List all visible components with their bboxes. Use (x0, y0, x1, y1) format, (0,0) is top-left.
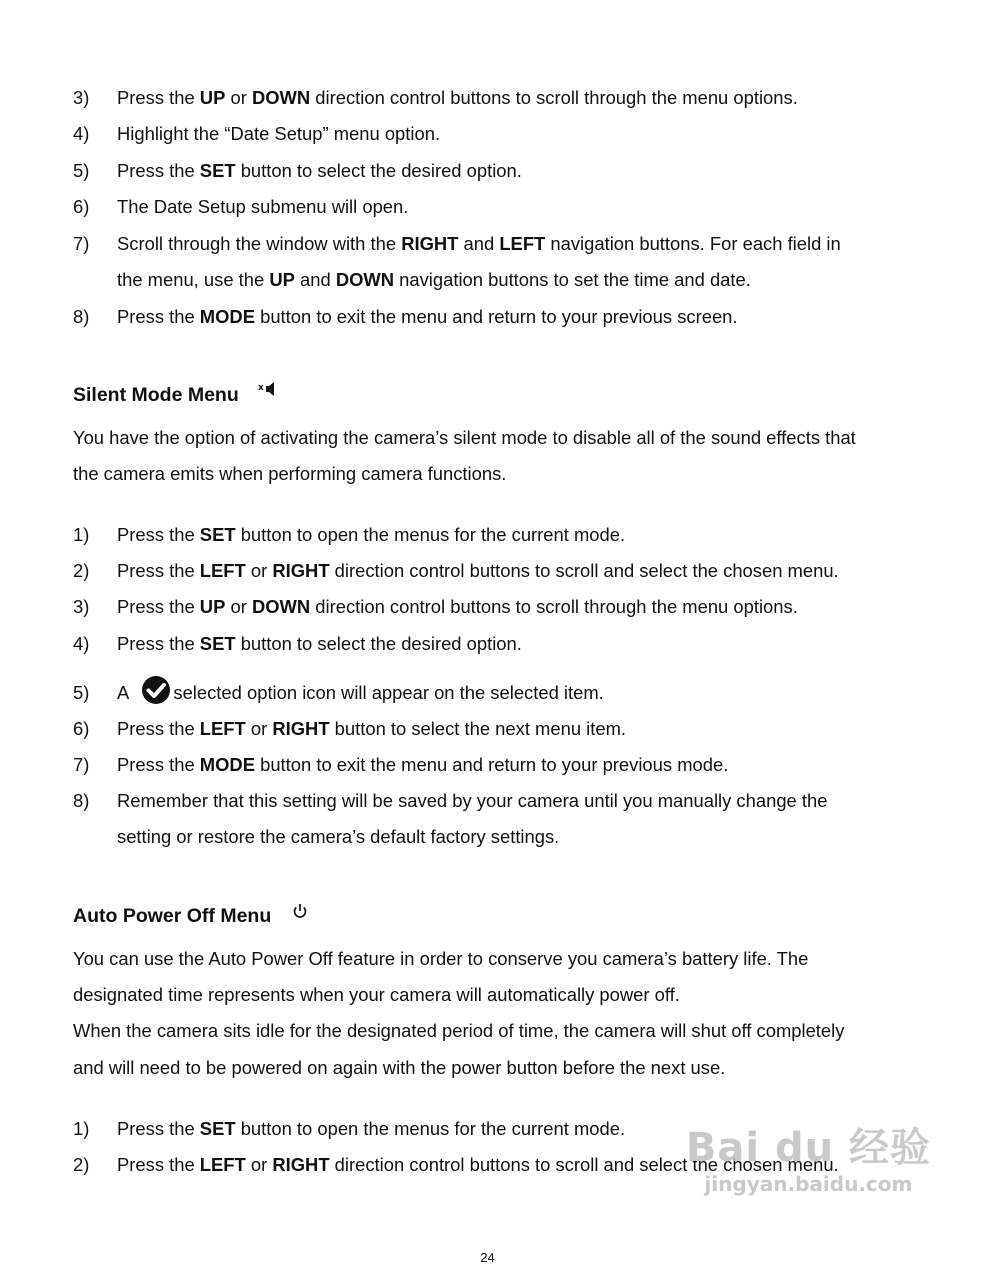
step-text: A selected option icon will appear on the selected item. (117, 675, 604, 711)
silent-intro-line-1: You have the option of activating the camera’s silent mode to disable all of the sound effects that (73, 427, 856, 448)
auto-power-off-heading (73, 898, 309, 934)
step-number: 2) (73, 1154, 90, 1175)
step-text: the menu, use the UP and DOWN navigation buttons to set the time and date. (117, 269, 751, 290)
step-number: 8) (73, 306, 90, 327)
button-name: MODE (199, 306, 255, 327)
step-text: Press the SET button to open the menus for the current mode. (117, 524, 626, 545)
step-number: 1) (73, 1118, 90, 1139)
step-text: Remember that this setting will be saved by your camera until you manually change the (117, 790, 828, 811)
watermark-url: jingyan.baidu.com (704, 1172, 913, 1196)
step-text: Press the MODE button to exit the menu and return to your previous screen. (117, 306, 738, 327)
button-name: LEFT (199, 718, 246, 739)
step-text: setting or restore the camera’s default factory settings. (117, 826, 560, 847)
baidu-watermark (685, 1125, 931, 1196)
button-name: RIGHT (272, 1154, 330, 1175)
step-text: Highlight the “Date Setup” menu option. (117, 123, 441, 144)
silent-mode-heading-text: Silent Mode Menu (73, 384, 239, 406)
svg-text:x: x (258, 383, 264, 393)
button-name: UP (199, 87, 226, 108)
button-name: RIGHT (272, 718, 330, 739)
step-number: 2) (73, 560, 90, 581)
button-name: UP (199, 596, 226, 617)
auto-power-para-2: designated time represents when your camera will automatically power off. (73, 984, 680, 1005)
step-text: Press the MODE button to exit the menu and return to your previous mode. (117, 754, 729, 775)
step-text: Press the LEFT or RIGHT direction control buttons to scroll and select the chosen menu. (117, 1154, 839, 1175)
step-number: 8) (73, 790, 90, 811)
step-text: Press the UP or DOWN direction control buttons to scroll through the menu options. (117, 87, 798, 108)
step-text: Press the UP or DOWN direction control buttons to scroll through the menu options. (117, 596, 798, 617)
silent-intro-line-2: the camera emits when performing camera functions. (73, 463, 507, 484)
step-number: 3) (73, 596, 90, 617)
auto-power-para-3: When the camera sits idle for the designated period of time, the camera will shut off completely (73, 1020, 845, 1041)
button-name: RIGHT (272, 560, 330, 581)
silent-mode-heading (73, 377, 280, 413)
button-name: SET (199, 633, 236, 654)
silent-step-continuation (117, 819, 559, 855)
step-number: 4) (73, 123, 90, 144)
checkmark-circle-icon (141, 675, 171, 705)
step-number: 5) (73, 160, 90, 181)
step-number: 1) (73, 524, 90, 545)
step-number: 7) (73, 754, 90, 775)
button-name: DOWN (251, 596, 311, 617)
step-number: 6) (73, 196, 90, 217)
step-number: 7) (73, 233, 90, 254)
step-text: Press the SET button to select the desired option. (117, 160, 522, 181)
step-number: 6) (73, 718, 90, 739)
button-name: LEFT (199, 560, 246, 581)
page-number: 24 (480, 1250, 495, 1265)
step-number: 4) (73, 633, 90, 654)
button-name: UP (269, 269, 295, 290)
button-name: RIGHT (401, 233, 459, 254)
button-name: SET (199, 1118, 236, 1139)
watermark-logo: Bai du 经验 (685, 1125, 931, 1171)
date-setup-step-continuation (117, 262, 751, 298)
button-name: DOWN (251, 87, 311, 108)
button-name: LEFT (199, 1154, 246, 1175)
button-name: SET (199, 160, 236, 181)
step-text: Press the LEFT or RIGHT button to select the next menu item. (117, 718, 627, 739)
button-name: SET (199, 524, 236, 545)
auto-power-para-4: and will need to be powered on again with the power button before the next use. (73, 1057, 726, 1078)
power-icon (291, 898, 309, 934)
button-name: LEFT (499, 233, 546, 254)
step-text: Press the LEFT or RIGHT direction control buttons to scroll and select the chosen menu. (117, 560, 839, 581)
step-text: Press the SET button to open the menus for the current mode. (117, 1118, 626, 1139)
step-number: 5) (73, 682, 90, 703)
button-name: DOWN (335, 269, 395, 290)
step-text: The Date Setup submenu will open. (117, 196, 409, 217)
step-text: Press the SET button to select the desired option. (117, 633, 522, 654)
step-number: 3) (73, 87, 90, 108)
auto-power-para-1: You can use the Auto Power Off feature in order to conserve you camera’s battery life. The (73, 948, 809, 969)
auto-power-off-heading-text: Auto Power Off Menu (73, 905, 272, 927)
speaker-mute-icon (258, 377, 280, 413)
step-text: Scroll through the window with the RIGHT and LEFT navigation buttons. For each field in (117, 233, 841, 254)
button-name: MODE (199, 754, 255, 775)
